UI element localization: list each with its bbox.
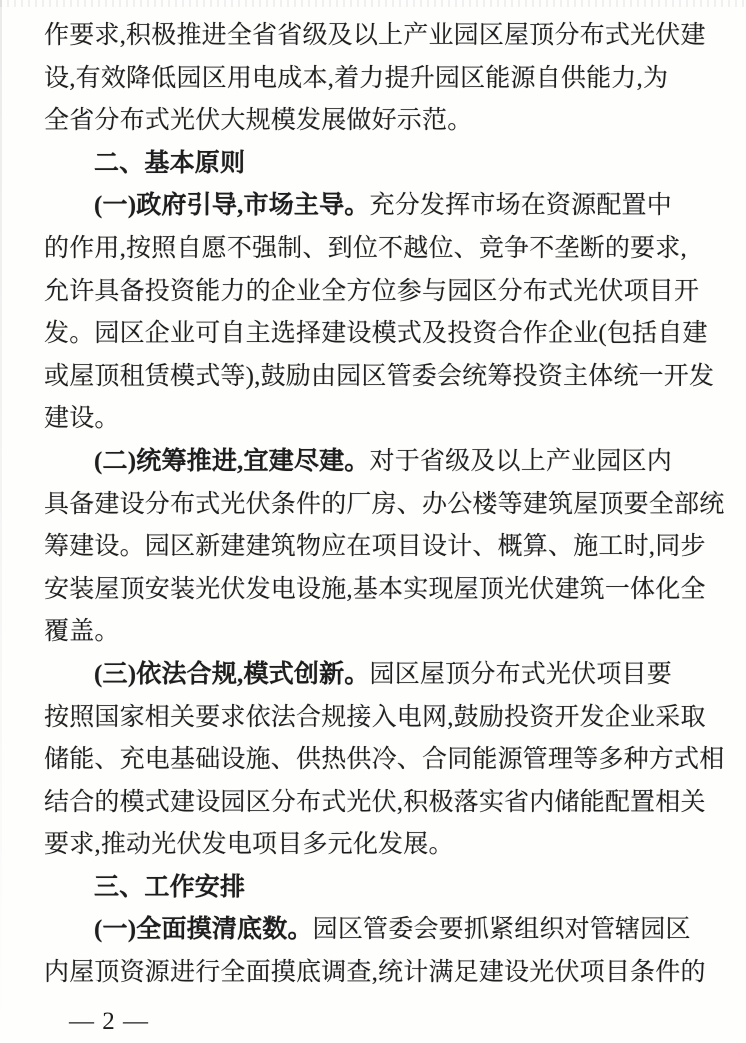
text-run: 发。园区企业可自主选择建设模式及投资合作企业(包括自建: [44, 320, 708, 348]
text-line: [44, 569, 716, 612]
bold-text-run: (三)依法合规,模式创新。: [94, 660, 370, 688]
text-run: 要求,推动光伏发电项目多元化发展。: [44, 831, 454, 859]
document-body: [44, 15, 725, 995]
bold-text-run: 三、工作安排: [94, 873, 246, 901]
text-line: [44, 824, 716, 867]
text-run: 结合的模式建设园区分布式光伏,积极落实省内储能配置相关: [44, 788, 706, 816]
text-line: [44, 484, 725, 527]
text-line: [44, 58, 716, 101]
text-line: [44, 356, 716, 399]
text-line: [44, 782, 716, 825]
section-heading: [44, 867, 716, 910]
text-run: 安装屋顶安装光伏发电设施,基本实现屋顶光伏建筑一体化全: [44, 575, 706, 603]
text-line: [44, 271, 716, 314]
text-run: 具备建设分布式光伏条件的厂房、办公楼等建筑屋顶要全部统: [44, 490, 725, 518]
text-run: 的作用,按照自愿不强制、到位不越位、竞争不垄断的要求,: [44, 234, 687, 262]
text-line: [44, 526, 716, 569]
text-run: 筹建设。园区新建建筑物应在项目设计、概算、施工时,同步: [44, 533, 706, 561]
scan-artifact-left-edge: [0, 0, 2, 1043]
text-line: [44, 441, 716, 484]
text-run: 内屋顶资源进行全面摸底调查,统计满足建设光伏项目条件的: [44, 959, 706, 987]
text-run: 设,有效降低园区用电成本,着力提升园区能源自供能力,为: [44, 64, 669, 92]
text-run: 园区屋顶分布式光伏项目要: [369, 660, 672, 688]
text-line: [44, 228, 716, 271]
text-line: [44, 15, 716, 58]
text-line: [44, 952, 716, 995]
text-run: 或屋顶租赁模式等),鼓励由园区管委会统筹投资主体统一开发: [44, 362, 715, 390]
text-run: 储能、充电基础设施、供热供冷、合同能源管理等多种方式相: [44, 746, 725, 774]
text-line: [44, 909, 716, 952]
bold-text-run: (一)全面摸清底数。: [94, 916, 313, 944]
text-line: [44, 611, 716, 654]
page-number: — 2 —: [69, 1008, 149, 1035]
text-run: 按照国家相关要求依法合规接入电网,鼓励投资开发企业采取: [44, 703, 706, 731]
text-run: 覆盖。: [44, 618, 120, 646]
text-run: 对于省级及以上产业园区内: [369, 447, 672, 475]
bold-text-run: (二)统筹推进,宜建尽建。: [94, 447, 370, 475]
text-run: 作要求,积极推进全省省级及以上产业园区屋顶分布式光伏建: [44, 22, 706, 49]
bold-text-run: 二、基本原则: [94, 149, 246, 177]
text-line: [44, 697, 716, 740]
scan-artifact-top-edge: [0, 0, 746, 7]
text-run: 园区管委会要抓紧组织对管辖园区: [312, 916, 691, 944]
text-line: [44, 398, 716, 441]
text-line: [44, 185, 716, 228]
text-line: [44, 313, 716, 356]
text-line: [44, 739, 725, 782]
text-line: [44, 654, 716, 697]
bold-text-run: (一)政府引导,市场主导。: [94, 192, 370, 220]
text-run: 允许具备投资能力的企业全方位参与园区分布式光伏项目开: [44, 277, 700, 305]
text-line: [44, 100, 716, 143]
text-run: 建设。: [44, 405, 120, 433]
text-run: 全省分布式光伏大规模发展做好示范。: [44, 107, 473, 135]
text-run: 充分发挥市场在资源配置中: [369, 192, 672, 220]
section-heading: [44, 143, 716, 186]
